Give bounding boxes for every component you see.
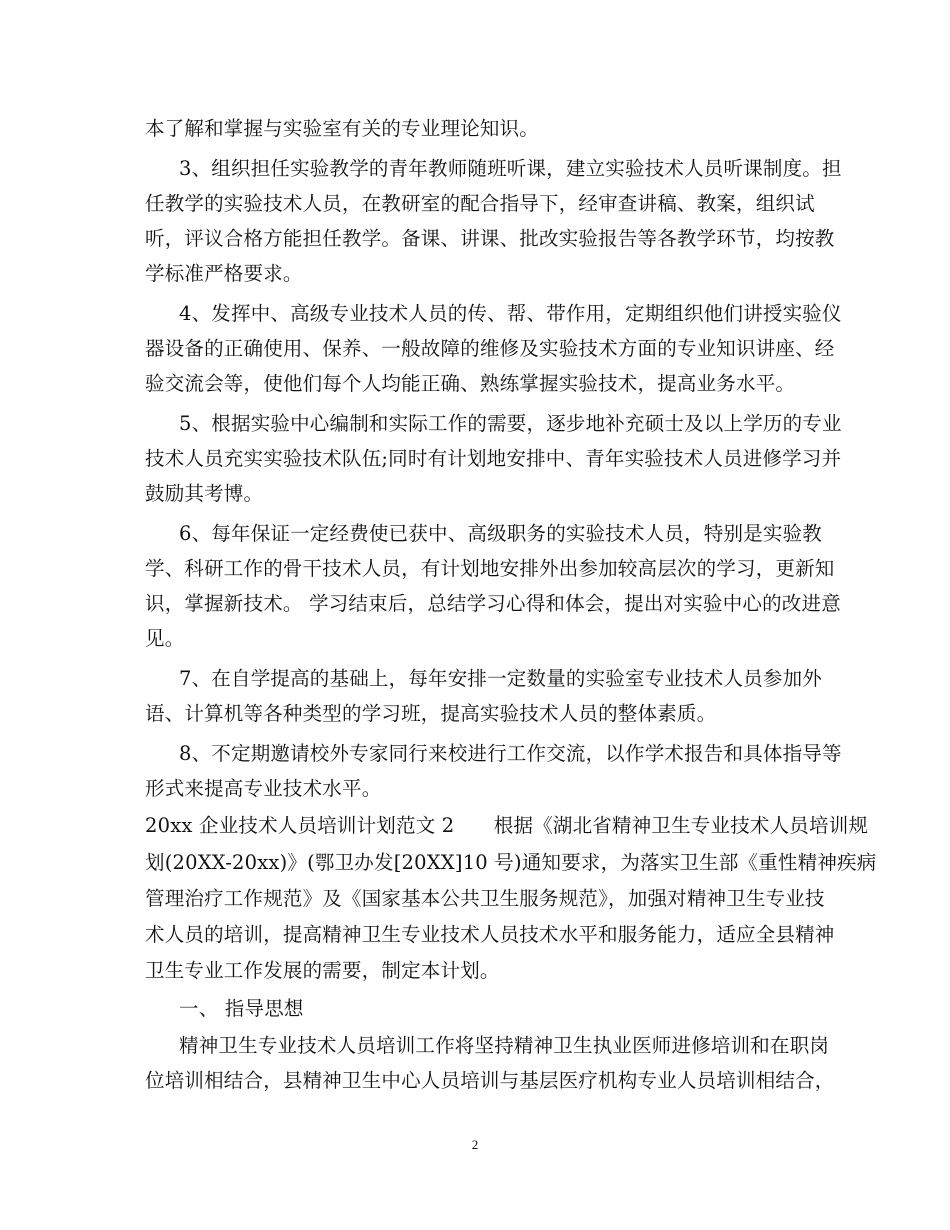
text-line: 任教学的实验技术人员，在教研室的配合指导下，经审查讲稿、教案，组织试 xyxy=(145,192,815,215)
text-line: 学、科研工作的骨干技术人员，有计划地安排外出参加较高层次的学习，更新知 xyxy=(145,557,835,580)
text-line: 形式来提高专业技术水平。 xyxy=(145,777,382,800)
text-line: 识，掌握新技术。 学习结束后，总结学习心得和体会，提出对实验中心的改进意 xyxy=(145,592,841,615)
text-line: 卫生专业工作发展的需要，制定本计划。 xyxy=(145,959,500,982)
text-line: 鼓励其考博。 xyxy=(145,482,264,505)
text-line: 5、根据实验中心编制和实际工作的需要，逐步地补充硕士及以上学历的专业 xyxy=(179,412,842,435)
text-line: 20xx 企业技术人员培训计划范文 2 根据《湖北省精神卫生专业技术人员培训规 xyxy=(145,814,869,837)
text-line: 技术人员充实实验技术队伍;同时有计划地安排中、青年实验技术人员进修学习并 xyxy=(145,447,842,470)
text-line: 术人员的培训，提高精神卫生专业技术人员技术水平和服务能力，适应全县精神 xyxy=(145,923,835,946)
text-line: 位培训相结合，县精神卫生中心人员培训与基层医疗机构专业人员培训相结合， xyxy=(145,1069,835,1092)
section-heading: 一、 指导思想 xyxy=(179,997,304,1020)
text-line: 3、组织担任实验教学的青年教师随班听课，建立实验技术人员听课制度。担 xyxy=(179,157,842,180)
text-line: 精神卫生专业技术人员培训工作将坚持精神卫生执业医师进修培训和在职岗 xyxy=(179,1034,830,1057)
text-line: 学标准严格要求。 xyxy=(145,262,303,285)
text-line: 4、发挥中、高级专业技术人员的传、帮、带作用，定期组织他们讲授实验仪 xyxy=(179,302,842,325)
text-line: 语、计算机等各种类型的学习班，提高实验技术人员的整体素质。 xyxy=(145,702,717,725)
text-line: 6、每年保证一定经费使已获中、高级职务的实验技术人员，特别是实验教 xyxy=(179,522,823,545)
text-line: 划(20XX-20xx)》(鄂卫办发[20XX]10 号)通知要求，为落实卫生部《重性精神疾病 xyxy=(145,851,877,874)
page-number: 2 xyxy=(471,1137,479,1152)
text-line: 管理治疗工作规范》及《国家基本公共卫生服务规范》，加强对精神卫生专业技 xyxy=(145,887,825,910)
text-line: 见。 xyxy=(145,627,185,650)
text-line: 8、不定期邀请校外专家同行来校进行工作交流，以作学术报告和具体指导等 xyxy=(179,742,842,765)
text-line: 验交流会等，使他们每个人均能正确、熟练掌握实验技术，提高业务水平。 xyxy=(145,372,796,395)
text-line: 7、在自学提高的基础上，每年安排一定数量的实验室专业技术人员参加外 xyxy=(179,667,823,690)
text-line: 本了解和掌握与实验室有关的专业理论知识。 xyxy=(145,117,540,140)
text-line: 听，评议合格方能担任教学。备课、讲课、批改实验报告等各教学环节，均按教 xyxy=(145,227,835,250)
text-line: 器设备的正确使用、保养、一般故障的维修及实验技术方面的专业知识讲座、经 xyxy=(145,337,835,360)
